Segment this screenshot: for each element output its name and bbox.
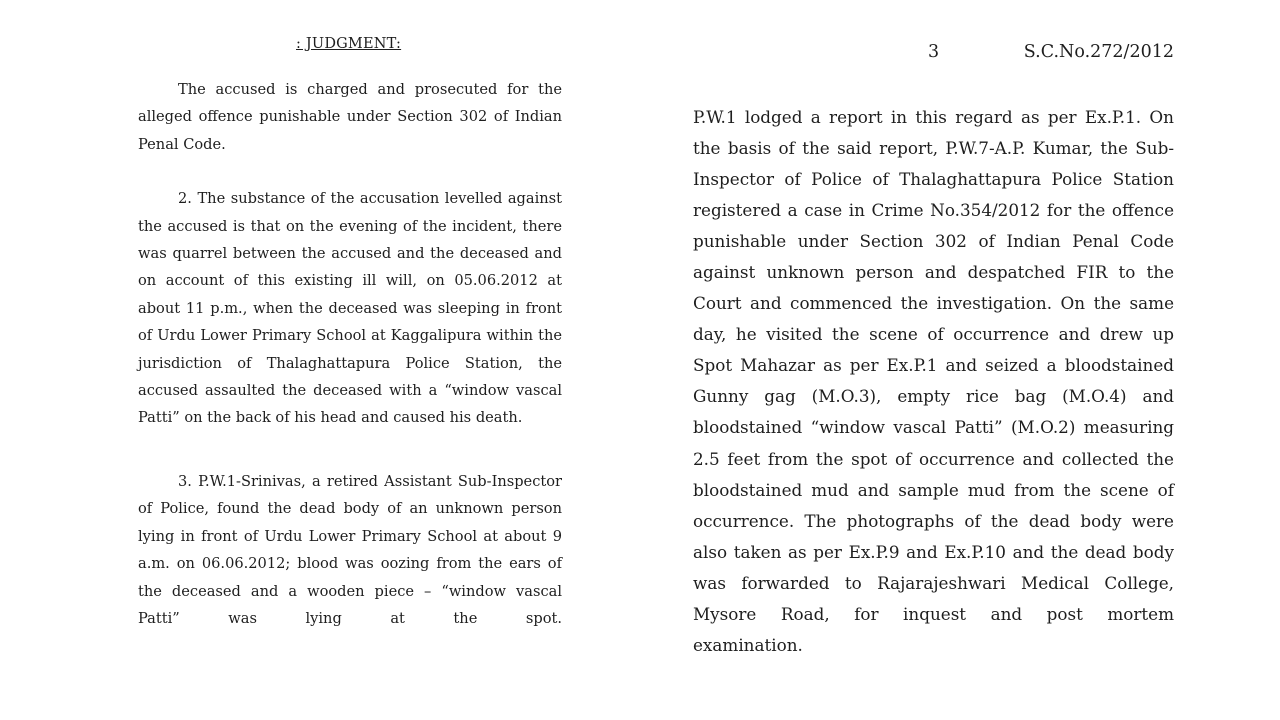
case-number: S.C.No.272/2012 xyxy=(1023,42,1174,62)
paragraph-1: The accused is charged and prosecuted for the alleged offence punishable under Section 302 of Indian Penal Code. xyxy=(138,81,562,153)
paragraph-continuation: P.W.1 lodged a report in this regard as per Ex.P.1. On the basis of the said report, P.W.7-A.P. Kumar, the Sub-Inspector of Police of Thalaghattapura Police Station registered a case in Crime No.354/2012 for the offence punishable under Section 302 of Indian Penal Code against unknown person and despatched FIR to the Court and commenced the investigation. On the same day, he visited the scene of occurrence and drew up Spot Mahazar as per Ex.P.1 and seized a bloodstained Gunny gag (M.O.3), empty rice bag (M.O.4) and bloodstained “window vascal Patti” (M.O.2) measuring 2.5 feet from the spot of occurrence and collected the bloodstained mud and sample mud from the scene of occurrence. The photographs of the dead body were also taken as per Ex.P.9 and Ex.P.10 and the dead body was forwarded to Rajarajeshwari Medical College, Mysore Road, for inquest and post mortem examination. xyxy=(693,107,1174,655)
page-number: 3 xyxy=(928,42,940,62)
paragraph-3: 3. P.W.1-Srinivas, a retired Assistant Sub-Inspector of Police, found the dead body of an unknown person lying in front of Urdu Lower Primary School at about 9 a.m. on 06.06.2012; blood was oozing from the ears of the deceased and a wooden piece – “window vascal Patti” was lying at the spot. xyxy=(138,472,562,627)
left-page-body xyxy=(138,76,562,632)
judgment-heading: : JUDGMENT: xyxy=(296,36,402,52)
right-page-body xyxy=(693,102,1174,661)
paragraph-2: 2. The substance of the accusation levelled against the accused is that on the evening of the incident, there was quarrel between the accused and the deceased and on account of this existing ill will, on 05.06.2012 at about 11 p.m., when the deceased was sleeping in front of Urdu Lower Primary School at Kaggalipura within the jurisdiction of Thalaghattapura Police Station, the accused assaulted the deceased with a “window vascal Patti” on the back of his head and caused his death. xyxy=(138,190,562,427)
right-page xyxy=(640,0,1280,720)
